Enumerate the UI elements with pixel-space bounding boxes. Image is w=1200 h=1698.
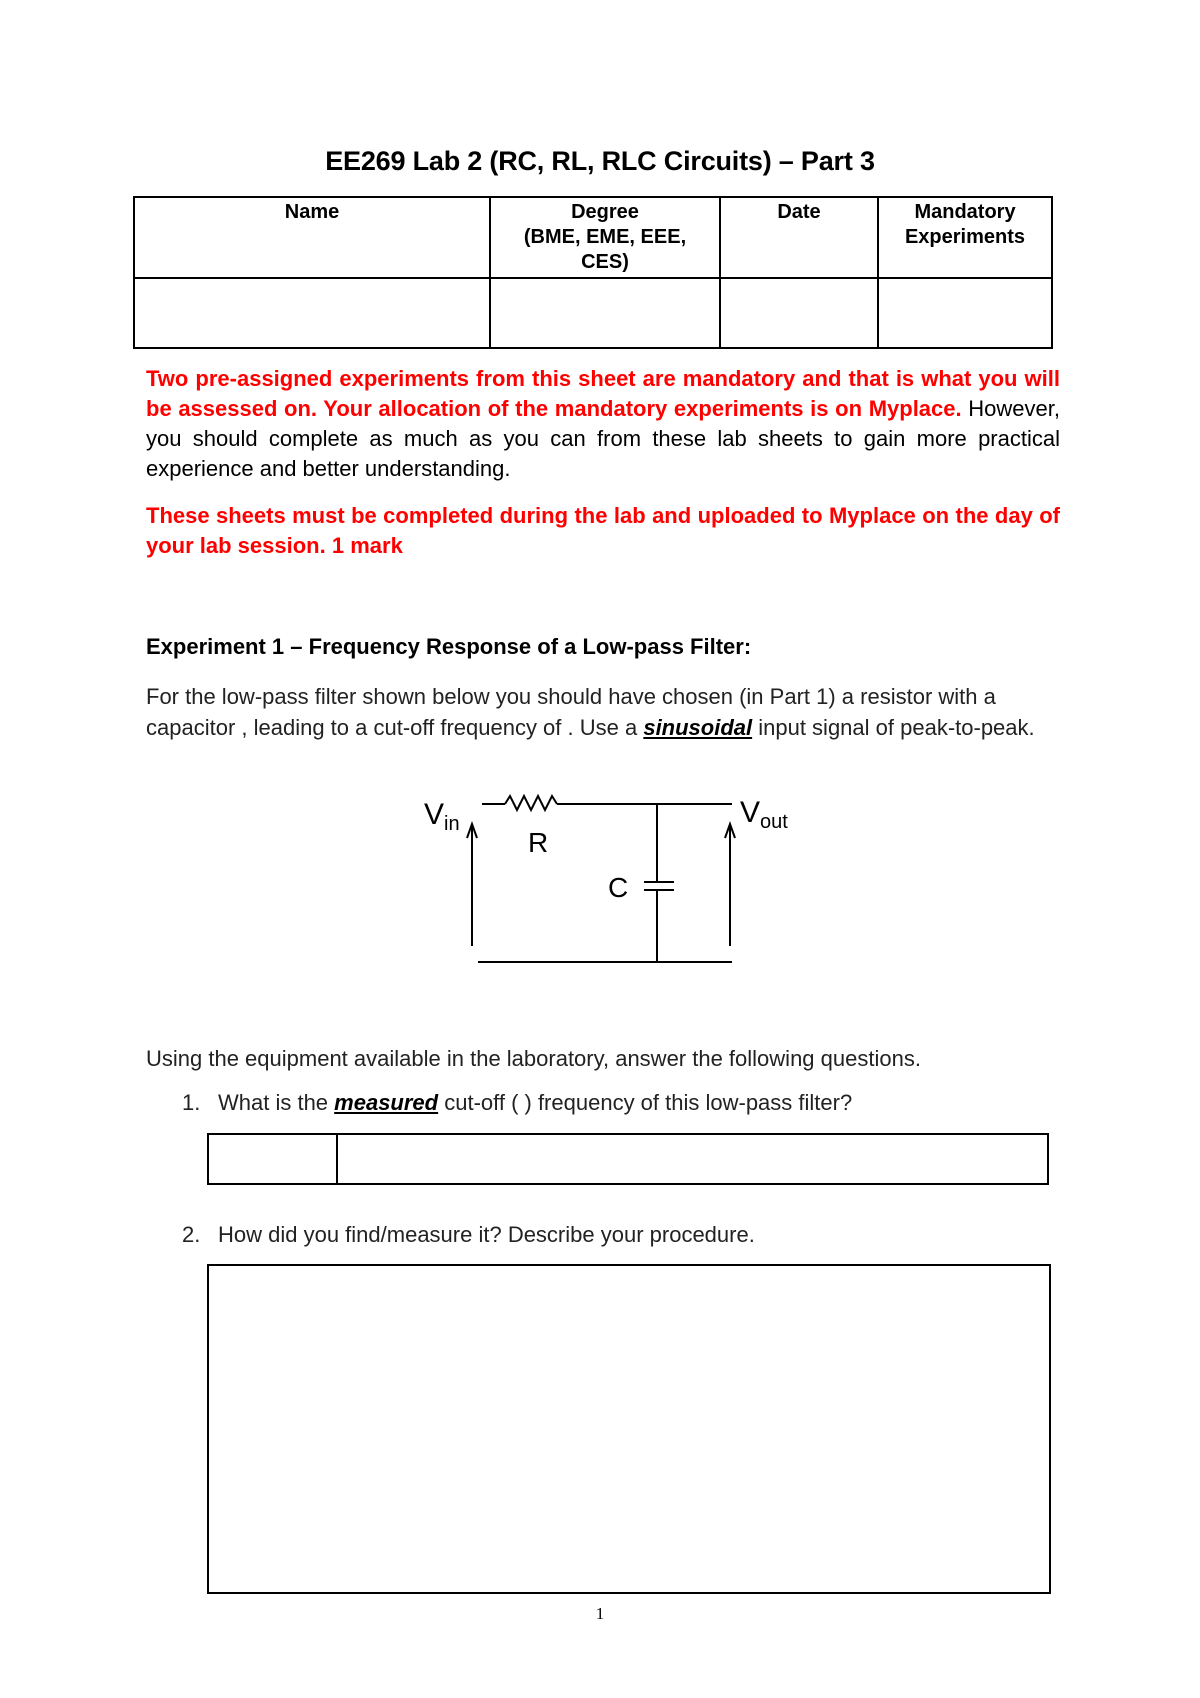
info-table-value-row bbox=[134, 278, 1052, 348]
practice-notice: However, you should complete as much as you can from these lab sheets to gain more practical experience and better understanding. bbox=[146, 396, 1060, 481]
question-1-number: 1. bbox=[182, 1090, 201, 1115]
vout-label: $V_{out}$ bbox=[740, 796, 788, 833]
question-2-answer-box[interactable] bbox=[207, 1264, 1051, 1594]
resistor-symbol bbox=[505, 796, 557, 810]
header-mandatory-experiments: Mandatory Experiments bbox=[878, 197, 1052, 278]
rc-low-pass-circuit-diagram bbox=[410, 780, 810, 970]
header-degree: Degree (BME, EME, EEE, CES) bbox=[490, 197, 720, 278]
question-1-text-after: cut-off ( ) frequency of this low-pass filter? bbox=[438, 1090, 853, 1115]
vin-label: $V_{in}$ bbox=[424, 798, 460, 835]
experiment-1-heading: Experiment 1 – Frequency Response of a Low-pass Filter: bbox=[146, 634, 752, 659]
name-field[interactable] bbox=[134, 278, 490, 348]
mandatory-experiments-field[interactable] bbox=[878, 278, 1052, 348]
capacitor-label: C bbox=[608, 872, 629, 903]
instructions-paragraph-2 bbox=[146, 501, 1060, 561]
question-1-answer-row bbox=[207, 1133, 1049, 1185]
intro-emphasis: sinusoidal bbox=[643, 715, 753, 740]
student-info-table bbox=[133, 196, 1053, 349]
header-date: Date bbox=[720, 197, 878, 278]
question-1-text-before: What is the bbox=[218, 1090, 335, 1115]
question-2-text: How did you find/measure it? Describe your procedure. bbox=[218, 1222, 755, 1247]
page-number: 1 bbox=[595, 1604, 605, 1623]
question-1-answer-cell-a[interactable] bbox=[209, 1135, 338, 1183]
degree-field[interactable] bbox=[490, 278, 720, 348]
question-1-answer-cell-b[interactable] bbox=[338, 1135, 1047, 1183]
date-field[interactable] bbox=[720, 278, 878, 348]
question-2-number: 2. bbox=[182, 1222, 201, 1247]
experiment-1-intro bbox=[146, 681, 1076, 743]
questions-lead-in: Using the equipment available in the laboratory, answer the following questions. bbox=[146, 1046, 921, 1071]
header-name: Name bbox=[134, 197, 490, 278]
mark-value: 1 mark bbox=[331, 533, 403, 558]
info-table-header-row bbox=[134, 197, 1052, 278]
page-title: EE269 Lab 2 (RC, RL, RLC Circuits) – Part 3 bbox=[325, 146, 875, 176]
question-1-emphasis: measured bbox=[334, 1090, 439, 1115]
question-2 bbox=[182, 1222, 755, 1248]
question-1 bbox=[182, 1090, 852, 1116]
instructions-paragraph-1 bbox=[146, 364, 1060, 484]
intro-text-after: input signal of peak-to-peak. bbox=[752, 715, 1035, 740]
mandatory-notice: Two pre-assigned experiments from this sheet are mandatory and that is what you will be assessed on. Your allocation of the mandatory experiments is on Myplace. bbox=[146, 366, 1060, 421]
intro-text-before: For the low-pass filter shown below you should have chosen (in Part 1) a resistor with a capacitor , leading to a cut-off frequency of . Use a bbox=[146, 684, 996, 740]
resistor-label: R bbox=[528, 827, 549, 858]
upload-notice: These sheets must be completed during the lab and uploaded to Myplace on the day of your lab session. bbox=[146, 503, 1060, 558]
